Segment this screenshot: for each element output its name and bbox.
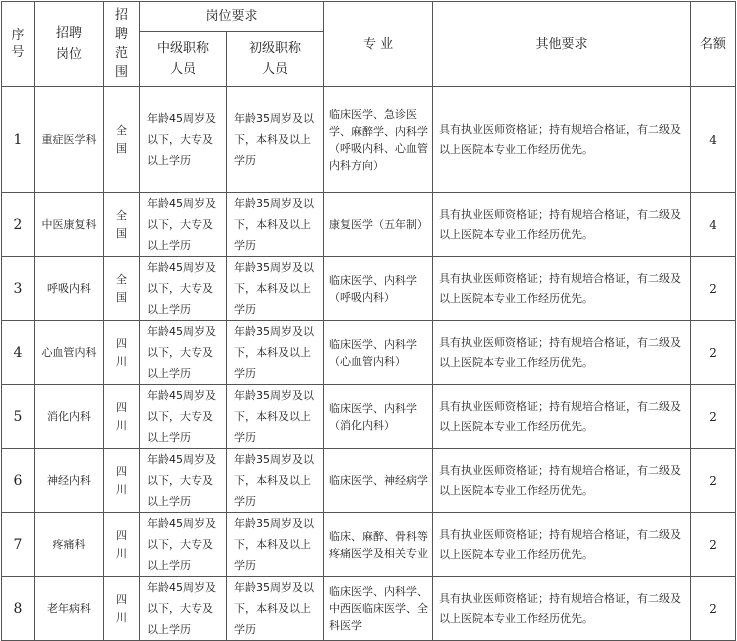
cell-mid-requirement: 年龄45周岁及以下，大专及以上学历 bbox=[140, 193, 227, 257]
cell-seq: 5 bbox=[2, 385, 35, 449]
table-row bbox=[2, 321, 736, 385]
header-junior-title: 初级职称人员 bbox=[227, 32, 324, 87]
cell-other-requirements: 具有执业医师资格证；持有规培合格证，有二级及以上医院本专业工作经历优先。 bbox=[433, 321, 691, 385]
header-row-1 bbox=[2, 2, 736, 32]
cell-other-requirements: 具有执业医师资格证；持有规培合格证，有二级及以上医院本专业工作经历优先。 bbox=[433, 193, 691, 257]
header-position: 招聘岗位 bbox=[35, 2, 104, 87]
header-quota: 名额 bbox=[691, 2, 736, 87]
cell-seq: 1 bbox=[2, 87, 35, 193]
table-row bbox=[2, 385, 736, 449]
cell-mid-requirement: 年龄45周岁及以下，大专及以上学历 bbox=[140, 321, 227, 385]
cell-other-requirements: 具有执业医师资格证；持有规培合格证，有二级及以上医院本专业工作经历优先。 bbox=[433, 87, 691, 193]
cell-mid-requirement: 年龄45周岁及以下，大专及以上学历 bbox=[140, 577, 227, 641]
cell-scope: 四川 bbox=[104, 513, 140, 577]
cell-quota: 4 bbox=[691, 87, 736, 193]
cell-position: 中医康复科 bbox=[35, 193, 104, 257]
cell-quota: 2 bbox=[691, 321, 736, 385]
cell-position: 消化内科 bbox=[35, 385, 104, 449]
recruitment-document bbox=[0, 1, 737, 639]
cell-major: 临床医学、内科学、中西医临床医学、全科医学 bbox=[324, 577, 433, 641]
cell-mid-requirement: 年龄45周岁及以下，大专及以上学历 bbox=[140, 449, 227, 513]
table-row bbox=[2, 87, 736, 193]
cell-other-requirements: 具有执业医师资格证；持有规培合格证，有二级及以上医院本专业工作经历优先。 bbox=[433, 513, 691, 577]
cell-quota: 2 bbox=[691, 385, 736, 449]
table-row bbox=[2, 577, 736, 641]
cell-junior-requirement: 年龄35周岁及以下，本科及以上学历 bbox=[227, 449, 324, 513]
cell-position: 神经内科 bbox=[35, 449, 104, 513]
cell-junior-requirement: 年龄35周岁及以下，本科及以上学历 bbox=[227, 385, 324, 449]
header-seq: 序号 bbox=[2, 2, 35, 87]
cell-position: 呼吸内科 bbox=[35, 257, 104, 321]
cell-junior-requirement: 年龄35周岁及以下，本科及以上学历 bbox=[227, 577, 324, 641]
cell-quota: 2 bbox=[691, 449, 736, 513]
cell-quota: 2 bbox=[691, 513, 736, 577]
cell-seq: 7 bbox=[2, 513, 35, 577]
cell-other-requirements: 具有执业医师资格证；持有规培合格证，有二级及以上医院本专业工作经历优先。 bbox=[433, 385, 691, 449]
cell-scope: 全国 bbox=[104, 257, 140, 321]
cell-junior-requirement: 年龄35周岁及以下，本科及以上学历 bbox=[227, 257, 324, 321]
cell-position: 重症医学科 bbox=[35, 87, 104, 193]
cell-major: 临床医学、内科学（心血管内科） bbox=[324, 321, 433, 385]
cell-major: 临床、麻醉、骨科等疼痛医学及相关专业 bbox=[324, 513, 433, 577]
cell-seq: 3 bbox=[2, 257, 35, 321]
cell-seq: 6 bbox=[2, 449, 35, 513]
cell-quota: 2 bbox=[691, 257, 736, 321]
table-row bbox=[2, 513, 736, 577]
cell-junior-requirement: 年龄35周岁及以下，本科及以上学历 bbox=[227, 513, 324, 577]
cell-quota: 4 bbox=[691, 193, 736, 257]
cell-major: 临床医学、内科学（呼吸内科） bbox=[324, 257, 433, 321]
header-mid-title: 中级职称人员 bbox=[140, 32, 227, 87]
cell-other-requirements: 具有执业医师资格证；持有规培合格证，有二级及以上医院本专业工作经历优先。 bbox=[433, 257, 691, 321]
cell-mid-requirement: 年龄45周岁及以下，大专及以上学历 bbox=[140, 87, 227, 193]
cell-scope: 全国 bbox=[104, 87, 140, 193]
cell-scope: 四川 bbox=[104, 449, 140, 513]
table-row bbox=[2, 449, 736, 513]
cell-scope: 四川 bbox=[104, 577, 140, 641]
header-major: 专 业 bbox=[324, 2, 433, 87]
table-row bbox=[2, 193, 736, 257]
cell-other-requirements: 具有执业医师资格证；持有规培合格证，有二级及以上医院本专业工作经历优先。 bbox=[433, 577, 691, 641]
header-other: 其他要求 bbox=[433, 2, 691, 87]
table-row bbox=[2, 257, 736, 321]
cell-seq: 8 bbox=[2, 577, 35, 641]
cell-position: 老年病科 bbox=[35, 577, 104, 641]
cell-major: 临床医学、急诊医学、麻醉学、内科学（呼吸内科、心血管内科方向） bbox=[324, 87, 433, 193]
cell-seq: 2 bbox=[2, 193, 35, 257]
cell-seq: 4 bbox=[2, 321, 35, 385]
cell-position: 心血管内科 bbox=[35, 321, 104, 385]
cell-mid-requirement: 年龄45周岁及以下，大专及以上学历 bbox=[140, 257, 227, 321]
cell-junior-requirement: 年龄35周岁及以下，本科及以上学历 bbox=[227, 321, 324, 385]
cell-junior-requirement: 年龄35周岁及以下，本科及以上学历 bbox=[227, 193, 324, 257]
cell-major: 康复医学（五年制） bbox=[324, 193, 433, 257]
cell-quota: 2 bbox=[691, 577, 736, 641]
header-requirements: 岗位要求 bbox=[140, 2, 324, 32]
cell-major: 临床医学、内科学（消化内科） bbox=[324, 385, 433, 449]
header-scope: 招聘范围 bbox=[104, 2, 140, 87]
cell-scope: 四川 bbox=[104, 385, 140, 449]
cell-scope: 四川 bbox=[104, 321, 140, 385]
cell-junior-requirement: 年龄35周岁及以下，本科及以上学历 bbox=[227, 87, 324, 193]
cell-scope: 全国 bbox=[104, 193, 140, 257]
cell-position: 疼痛科 bbox=[35, 513, 104, 577]
recruitment-table bbox=[1, 1, 736, 641]
cell-mid-requirement: 年龄45周岁及以下，大专及以上学历 bbox=[140, 385, 227, 449]
cell-other-requirements: 具有执业医师资格证；持有规培合格证，有二级及以上医院本专业工作经历优先。 bbox=[433, 449, 691, 513]
cell-mid-requirement: 年龄45周岁及以下，大专及以上学历 bbox=[140, 513, 227, 577]
cell-major: 临床医学、神经病学 bbox=[324, 449, 433, 513]
